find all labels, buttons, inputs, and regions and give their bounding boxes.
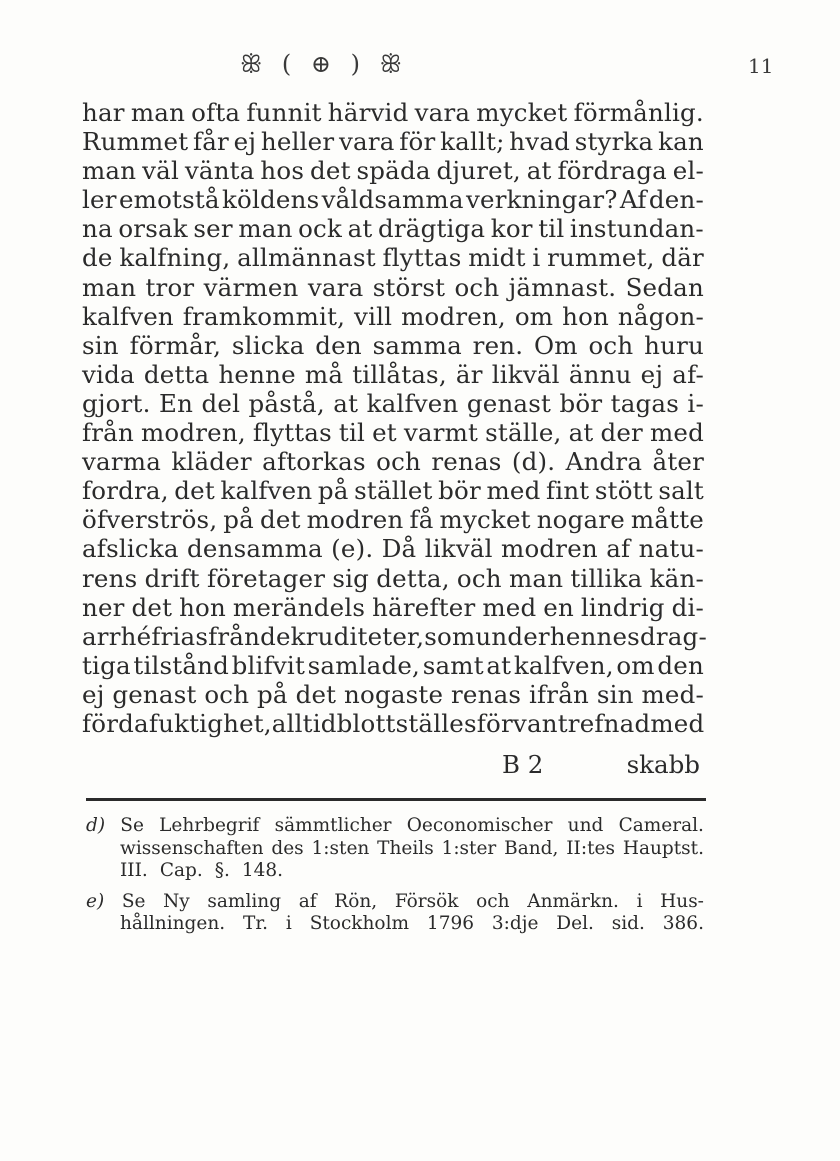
- text-line: [82, 447, 704, 476]
- word: kalfven: [220, 476, 313, 506]
- word: rens: [82, 563, 138, 593]
- word: och: [454, 272, 500, 302]
- word: öfverströs,: [82, 505, 218, 535]
- word: hon: [562, 301, 610, 331]
- word: fuktighet,: [148, 708, 272, 738]
- word: Rön,: [334, 890, 378, 912]
- word: Oeconomischer: [406, 815, 553, 836]
- signature-mark: B 2: [502, 750, 544, 779]
- word: med: [649, 418, 704, 448]
- word: mycket: [439, 505, 531, 535]
- word: der: [600, 418, 643, 448]
- word: vantrefnad: [512, 708, 651, 738]
- footnote-line: [86, 815, 704, 838]
- word: wissenschaften: [120, 837, 264, 859]
- word: und: [567, 815, 604, 836]
- word: varma: [82, 447, 161, 477]
- page-foot-row: [82, 750, 700, 780]
- word: bör: [438, 476, 481, 506]
- word: får: [192, 127, 229, 157]
- word: des: [271, 837, 304, 859]
- word: til: [338, 418, 366, 448]
- text-line: [82, 709, 704, 738]
- word: nogaste: [344, 679, 444, 709]
- word: störst: [372, 272, 446, 302]
- word: den: [657, 650, 704, 680]
- footnote-line: [86, 838, 704, 861]
- word: och: [204, 679, 250, 709]
- word: Se: [120, 815, 144, 836]
- word: (e).: [331, 534, 374, 564]
- word: alltid: [271, 708, 337, 738]
- word: det: [174, 476, 215, 506]
- word: detta,: [376, 563, 450, 593]
- word: de: [82, 243, 113, 273]
- word: midt: [468, 243, 526, 273]
- word: modren: [306, 505, 404, 535]
- word: är: [455, 359, 483, 389]
- word: bör: [559, 388, 603, 418]
- text-line: [82, 360, 704, 389]
- word: Se: [121, 890, 146, 912]
- word: den-: [648, 185, 704, 215]
- word: det: [310, 156, 351, 186]
- word: påstå,: [248, 388, 325, 418]
- text-line: [82, 243, 704, 272]
- word: samling: [207, 890, 282, 912]
- word: för: [399, 127, 436, 157]
- word: sin: [82, 330, 119, 360]
- word: Lehrbegrif: [159, 815, 260, 836]
- word: hon: [179, 592, 226, 622]
- word: natu-: [638, 534, 704, 564]
- footnote-mark: e): [86, 890, 105, 912]
- word: at: [333, 388, 359, 418]
- word: för: [476, 708, 513, 738]
- word: och: [588, 330, 634, 360]
- word: köldens: [221, 185, 320, 215]
- word: Stockholm: [309, 913, 410, 934]
- word: modren: [501, 534, 598, 564]
- word: kalfven: [82, 301, 174, 331]
- word: varmt: [403, 418, 479, 448]
- word: ser: [193, 214, 233, 244]
- word: Anmärkn.: [527, 890, 619, 912]
- footnote-mark: d): [86, 815, 106, 836]
- word: kän-: [649, 563, 704, 593]
- word: §.: [214, 860, 230, 881]
- word: fint: [546, 476, 590, 506]
- word: stött: [594, 476, 653, 506]
- word: hvad: [509, 127, 571, 157]
- word: i: [532, 243, 541, 273]
- word: at: [526, 156, 552, 186]
- footnote: [86, 815, 704, 883]
- word: där: [661, 243, 704, 273]
- word: man: [130, 98, 186, 127]
- word: af: [606, 534, 631, 564]
- word: jämnast.: [508, 272, 617, 302]
- word: förmår,: [129, 330, 222, 360]
- word: at: [486, 650, 512, 680]
- word: Då: [381, 534, 417, 564]
- word: vara: [414, 98, 471, 127]
- word: från: [82, 418, 134, 448]
- word: rummet,: [547, 243, 655, 273]
- footnotes: [86, 815, 704, 944]
- word: afslicka: [82, 534, 179, 564]
- word: et: [372, 418, 397, 448]
- word: härefter: [372, 592, 476, 622]
- word: om: [616, 650, 655, 680]
- word: man: [238, 214, 293, 244]
- footnote-rule: [86, 798, 706, 801]
- word: flyttas: [382, 243, 462, 273]
- word: likväl: [491, 359, 560, 389]
- word: få: [409, 505, 434, 535]
- word: hos: [260, 156, 305, 186]
- word: arrhé: [82, 621, 152, 651]
- word: djuret,: [436, 156, 521, 186]
- word: vara: [338, 127, 395, 157]
- word: man: [508, 563, 564, 593]
- word: 1796: [426, 913, 475, 934]
- footnote: [86, 891, 704, 936]
- word: tilstånd: [133, 650, 230, 680]
- word: Försök: [394, 890, 459, 912]
- word: väl: [142, 156, 179, 186]
- word: Cap.: [159, 860, 203, 881]
- word: har: [82, 98, 125, 127]
- word: slicka: [231, 330, 305, 360]
- word: merändels: [232, 592, 366, 622]
- word: lindrig: [580, 592, 665, 622]
- word: kalfning,: [119, 243, 231, 273]
- word: verkningar?: [465, 185, 618, 215]
- word: ännu: [568, 359, 632, 389]
- word: hennes: [549, 621, 640, 651]
- catchword: skabb: [626, 750, 700, 779]
- footnote-line: [86, 913, 704, 936]
- word: under: [475, 621, 550, 651]
- word: de: [260, 621, 291, 651]
- word: til: [538, 214, 565, 244]
- text-line: [82, 564, 704, 593]
- word: tillika: [570, 563, 643, 593]
- word: åter: [652, 447, 704, 477]
- word: och: [456, 563, 502, 593]
- word: frias: [151, 621, 209, 651]
- word: någon-: [617, 301, 704, 331]
- word: aftorkas: [262, 447, 366, 477]
- word: om: [514, 301, 554, 331]
- word: i-: [687, 388, 704, 418]
- word: det: [131, 592, 173, 622]
- word: ej: [233, 127, 257, 157]
- word: som: [424, 621, 476, 651]
- word: di-: [671, 592, 704, 622]
- word: tror: [145, 272, 195, 302]
- text-line: [82, 214, 704, 243]
- word: fördraga: [557, 156, 667, 186]
- word: framkommit,: [182, 301, 346, 331]
- word: och: [476, 890, 510, 912]
- word: Rummet: [82, 127, 189, 157]
- word: blottställes: [336, 708, 477, 738]
- text-line: [82, 389, 704, 418]
- main-text-block: [82, 98, 707, 738]
- word: hållningen.: [120, 913, 226, 934]
- word: sig: [332, 563, 370, 593]
- word: ställe,: [485, 418, 562, 448]
- footnote-line: [86, 891, 704, 914]
- word: 1:sten: [311, 837, 370, 859]
- text-line: [82, 651, 704, 680]
- word: allmännast: [237, 243, 376, 273]
- word: Band,: [504, 837, 559, 859]
- word: man: [82, 156, 137, 186]
- word: likväl: [424, 534, 493, 564]
- word: renas: [451, 679, 522, 709]
- word: värmen: [203, 272, 299, 302]
- word: och: [376, 447, 421, 477]
- word: i: [285, 913, 292, 934]
- word: tiga: [82, 650, 131, 680]
- word: genast: [466, 388, 552, 418]
- word: med: [486, 476, 541, 506]
- word: En: [159, 388, 194, 418]
- word: sid.: [611, 913, 645, 934]
- word: förda: [82, 708, 149, 738]
- word: styrka: [574, 127, 654, 157]
- word: vill: [354, 301, 393, 331]
- word: orsak: [118, 214, 188, 244]
- word: III.: [120, 860, 148, 881]
- word: fordra,: [82, 476, 169, 506]
- word: kalfven: [366, 388, 459, 418]
- word: at: [568, 418, 594, 448]
- word: modren,: [401, 301, 506, 331]
- word: salt: [658, 476, 704, 506]
- word: mycket: [476, 98, 568, 127]
- footnote-line: [86, 860, 704, 883]
- word: II:tes: [566, 837, 615, 859]
- word: väntа: [184, 156, 255, 186]
- word: gjort.: [82, 388, 151, 418]
- word: den: [315, 330, 362, 360]
- word: densamma: [187, 534, 323, 564]
- word: kallt;: [440, 127, 505, 157]
- word: Andra: [565, 447, 643, 477]
- word: samma: [372, 330, 462, 360]
- word: härvid: [327, 98, 409, 127]
- word: vara: [307, 272, 364, 302]
- word: tillåtas,: [352, 359, 447, 389]
- word: ej: [640, 359, 664, 389]
- word: kor: [490, 214, 533, 244]
- word: Sedan: [625, 272, 704, 302]
- word: en: [543, 592, 574, 622]
- word: späda: [356, 156, 431, 186]
- word: det: [259, 505, 301, 535]
- word: 1:ster: [441, 837, 497, 859]
- word: i: [636, 890, 643, 912]
- word: kalfven,: [513, 650, 614, 680]
- word: Om: [534, 330, 578, 360]
- word: instundan-: [569, 214, 704, 244]
- word: ofta: [191, 98, 241, 127]
- word: det: [295, 679, 337, 709]
- word: förmånlig.: [573, 98, 704, 127]
- word: detta: [143, 359, 210, 389]
- text-line: [82, 534, 704, 563]
- word: funnit: [246, 98, 322, 127]
- word: drift: [144, 563, 200, 593]
- word: från: [208, 621, 261, 651]
- word: på: [257, 679, 288, 709]
- text-line: [82, 127, 704, 156]
- text-line: [82, 593, 704, 622]
- word: må: [304, 359, 344, 389]
- page-header: [0, 50, 840, 80]
- word: på: [317, 476, 349, 506]
- text-line: [82, 185, 704, 214]
- word: af: [298, 890, 317, 912]
- word: kan: [658, 127, 704, 157]
- word: Hauptst.: [622, 837, 704, 859]
- header-ornament: ꕥ ( ⊕ ) ꕥ: [240, 50, 408, 78]
- word: ler: [82, 185, 117, 215]
- word: heller: [260, 127, 335, 157]
- word: flyttas: [252, 418, 332, 448]
- word: drägtiga: [377, 214, 486, 244]
- word: med: [650, 708, 705, 738]
- word: man: [82, 272, 137, 302]
- word: på: [223, 505, 254, 535]
- word: ock: [298, 214, 343, 244]
- word: emotstå: [118, 185, 220, 215]
- text-line: [82, 156, 704, 185]
- word: Ny: [163, 890, 190, 912]
- page-number: 11: [748, 54, 774, 78]
- word: del: [201, 388, 241, 418]
- text-line: [82, 302, 704, 331]
- word: med: [482, 592, 537, 622]
- word: el-: [672, 156, 704, 186]
- text-line: [82, 476, 704, 505]
- word: samt: [422, 650, 484, 680]
- word: drag-: [639, 621, 707, 651]
- word: ifrån: [529, 679, 590, 709]
- word: med-: [641, 679, 704, 709]
- word: samlade,: [307, 650, 421, 680]
- text-line: [82, 273, 704, 302]
- word: genast: [112, 679, 197, 709]
- word: kruditeter,: [290, 621, 425, 651]
- text-line: [82, 331, 704, 360]
- word: sämmtlicher: [274, 815, 392, 836]
- text-line: [82, 98, 704, 127]
- text-line: [82, 621, 707, 651]
- text-line: [82, 418, 704, 447]
- word: modren,: [141, 418, 246, 448]
- word: Cameral.: [618, 815, 704, 836]
- word: renas: [431, 447, 502, 477]
- word: ej: [82, 679, 105, 709]
- word: na: [82, 214, 113, 244]
- word: henne: [218, 359, 296, 389]
- word: 3:dje: [491, 913, 539, 934]
- word: sin: [596, 679, 634, 709]
- word: stället: [354, 476, 433, 506]
- word: Hus-: [660, 890, 704, 912]
- word: Del.: [556, 913, 594, 934]
- word: Af: [619, 185, 647, 215]
- word: tagas: [610, 388, 679, 418]
- word: nogare: [536, 505, 625, 535]
- word: vida: [82, 359, 135, 389]
- word: Tr.: [243, 913, 269, 934]
- word: Theils: [377, 837, 434, 859]
- word: at: [347, 214, 373, 244]
- word: ner: [82, 592, 125, 622]
- word: måtte: [630, 505, 704, 535]
- word: af-: [672, 359, 704, 389]
- text-line: [82, 505, 704, 534]
- word: blifvit: [231, 650, 305, 680]
- word: kläder: [171, 447, 252, 477]
- word: 148.: [241, 860, 284, 881]
- word: ren.: [472, 330, 524, 360]
- word: huru: [644, 330, 704, 360]
- word: (d).: [511, 447, 556, 477]
- word: företager: [206, 563, 326, 593]
- word: våldsamma: [321, 185, 464, 215]
- text-line: [82, 680, 704, 709]
- word: 386.: [662, 913, 704, 934]
